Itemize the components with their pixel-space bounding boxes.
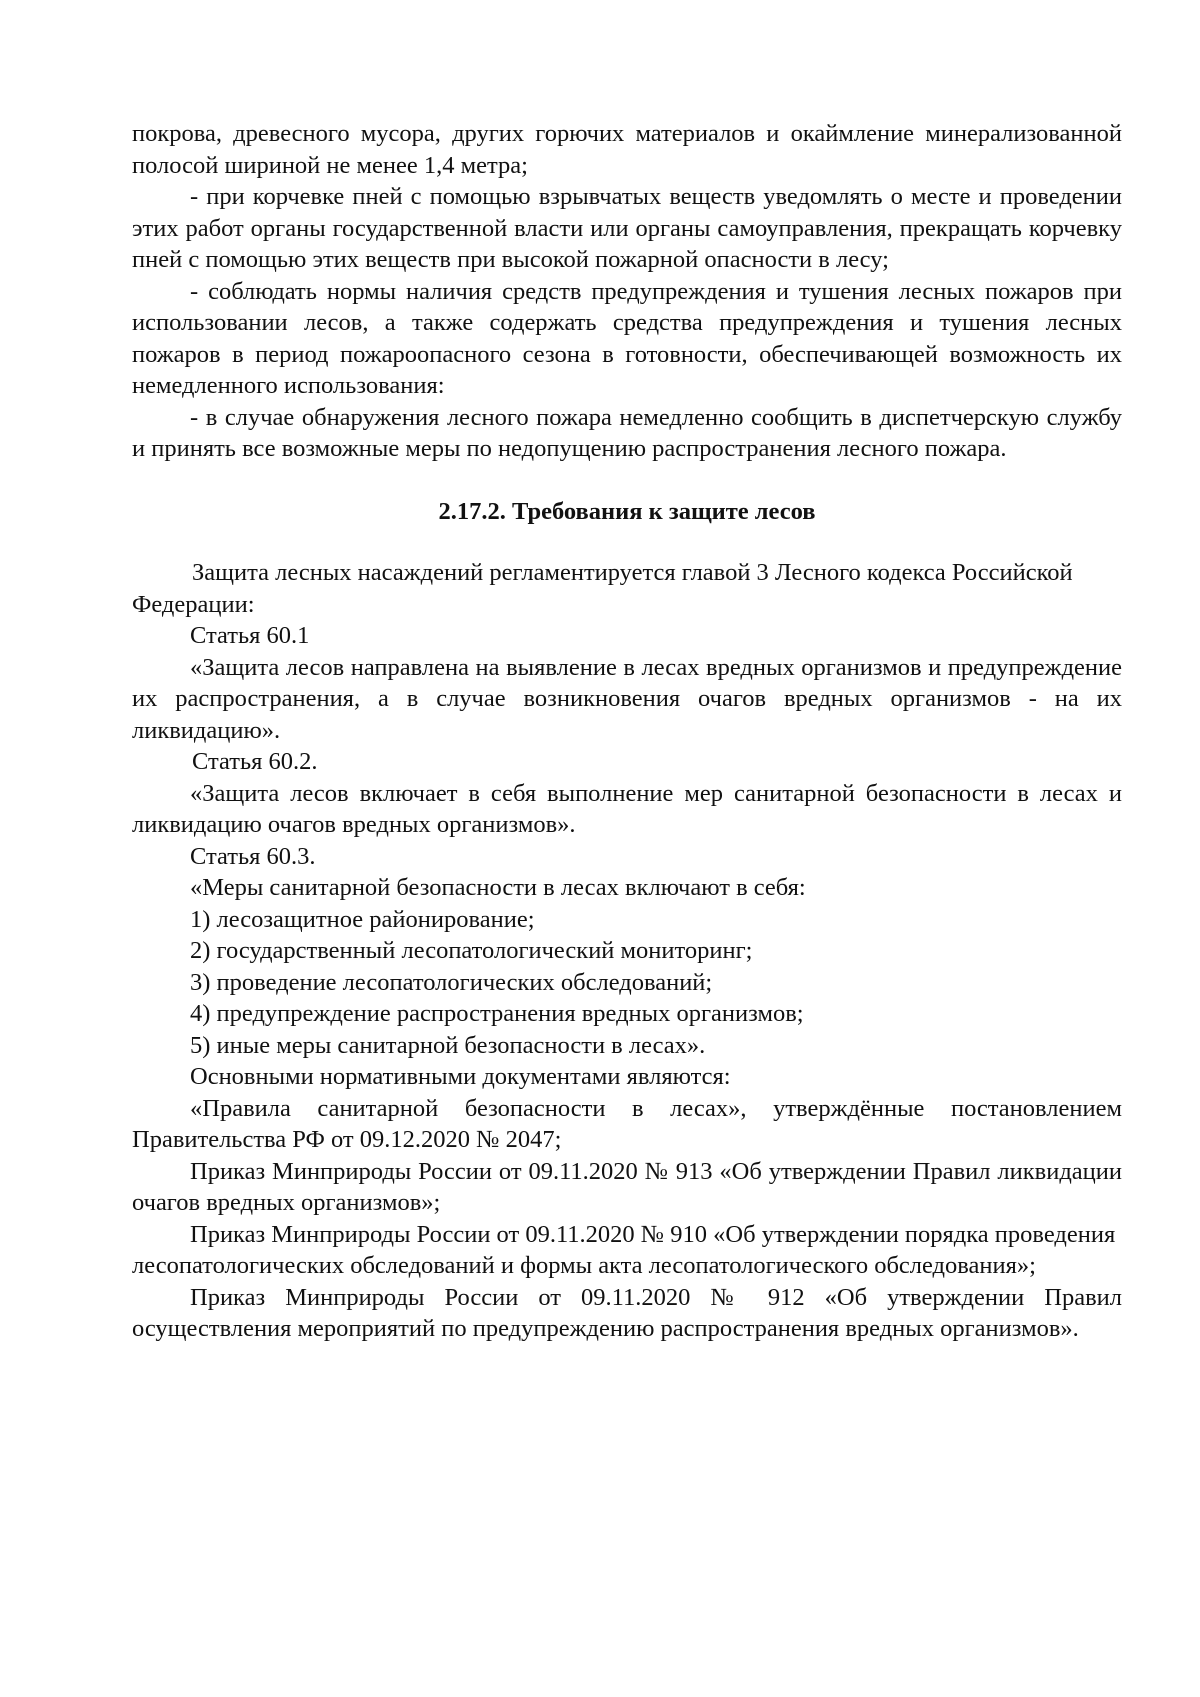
normative-documents-intro: Основными нормативными документами являются: [190,1063,731,1090]
paragraph-intro: Защита лесных насаждений регламентируется главой 3 Лесного кодекса Российской Федерации: [132,559,1073,618]
article-60-1-text: «Защита лесов направлена на выявление в лесах вредных организмов и предупреждение их распространения, а в случае возникновения очагов вредных организмов - на их ликвидацию». [132,653,1122,744]
paragraph-fire-equipment-norms: - соблюдать нормы наличия средств предупреждения и тушения лесных пожаров при использовании лесов, а также содержать средства предупреждения и тушения лесных пожаров в период пожароопасного сезона в готовности, обеспечивающей возможность их немедленного использования: [132,277,1122,399]
measure-list-item: 3) проведение лесопатологических обследований; [190,968,713,996]
normative-doc-order-912: Приказ Минприроды России от 09.11.2020 № 912 «Об утверждении Правил осуществления мероприятий по предупреждению распространения вредных организмов». [132,1283,1122,1342]
paragraph-continuation: покрова, древесного мусора, других горючих материалов и окаймление минерализованной полосой шириной не менее 1,4 метра; [132,120,1122,179]
normative-doc-order-913: Приказ Минприроды России от 09.11.2020 № 913 «Об утверждении Правил ликвидации очагов вредных организмов»; [132,1157,1122,1216]
document-page [132,118,1122,1345]
paragraph-fire-detection: - в случае обнаружения лесного пожара немедленно сообщить в диспетчерскую службу и принять все возможные меры по недопущению распространения лесного пожара. [132,403,1122,462]
normative-doc-sanitary-rules: «Правила санитарной безопасности в лесах», утверждённые постановлением Правительства РФ от 09.12.2020 № 2047; [132,1094,1122,1153]
measure-list-item: 2) государственный лесопатологический мониторинг; [190,937,753,964]
section-heading: 2.17.2. Требования к защите лесов [438,497,816,525]
article-60-2-text: «Защита лесов включает в себя выполнение мер санитарной безопасности в лесах и ликвидацию очагов вредных организмов». [132,779,1122,838]
article-60-3-intro: «Меры санитарной безопасности в лесах включают в себя: [190,874,806,901]
measure-list-item: 4) предупреждение распространения вредных организмов; [190,1000,804,1027]
article-60-2-label: Статья 60.2. [192,748,318,775]
measure-list-item: 5) иные меры санитарной безопасности в лесах». [190,1031,706,1059]
article-60-1-label: Статья 60.1 [190,622,310,649]
measure-list-item: 1) лесозащитное районирование; [190,905,535,933]
normative-doc-order-910: Приказ Минприроды России от 09.11.2020 № 910 «Об утверждении порядка проведения лесопатологических обследований и формы акта лесопатологического обследования»; [132,1220,1116,1279]
article-60-3-label: Статья 60.3. [190,842,316,870]
paragraph-stumps-uprooting: - при корчевке пней с помощью взрывчатых веществ уведомлять о месте и проведении этих работ органы государственной власти или органы самоуправления, прекращать корчевку пней с помощью этих веществ при высокой пожарной опасности в лесу; [132,183,1122,273]
